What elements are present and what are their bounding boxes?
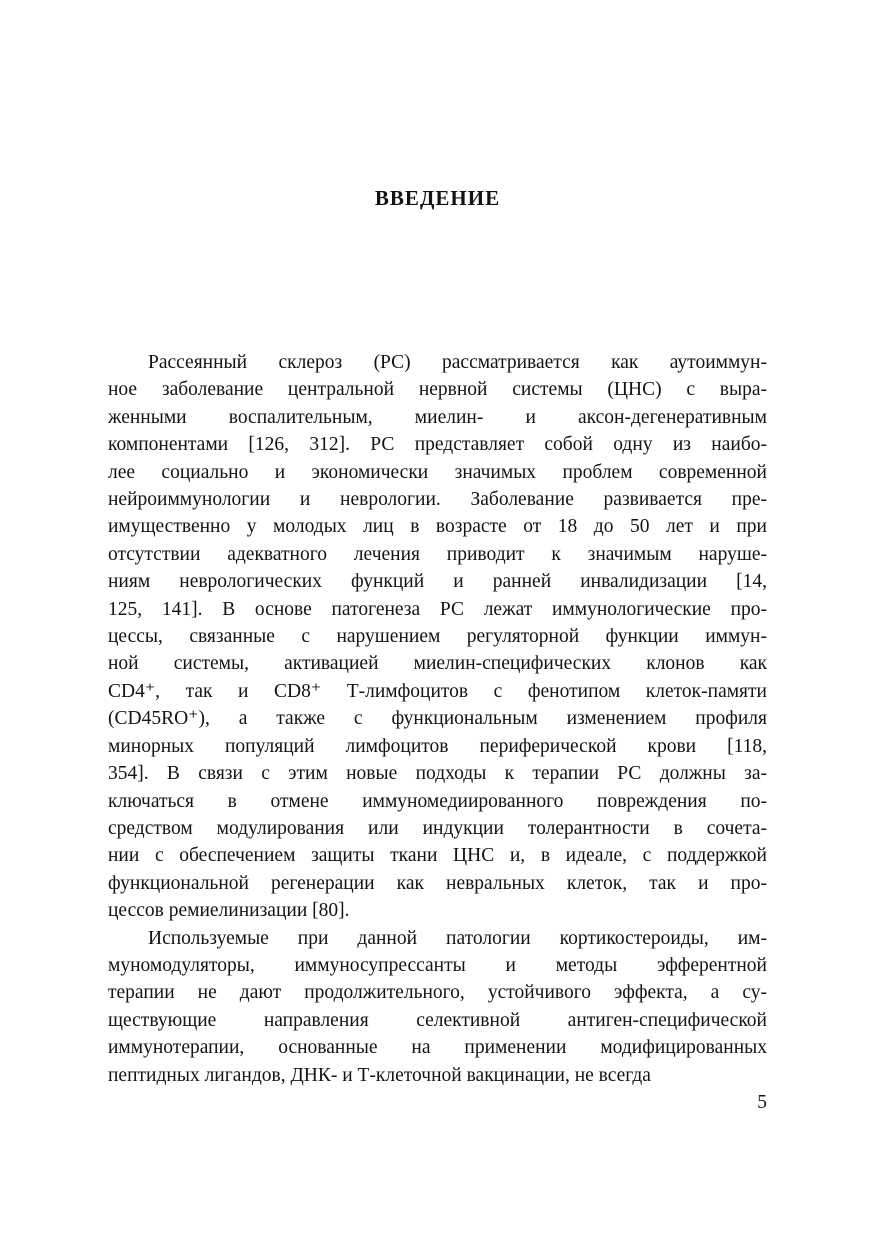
text-line: CD4⁺, так и CD8⁺ Т-лимфоцитов с фенотипом клеток-памяти bbox=[108, 680, 767, 702]
text-line: ществующие направления селективной антиген-специфической bbox=[108, 1009, 767, 1031]
text-line: имущественно у молодых лиц в возрасте от 18 до 50 лет и при bbox=[108, 516, 767, 538]
text-line: нии с обеспечением защиты ткани ЦНС и, в идеале, с поддержкой bbox=[108, 845, 767, 867]
chapter-title: ВВЕДЕНИЕ bbox=[374, 186, 501, 210]
text-line: ключаться в отмене иммуномедиированного повреждения по- bbox=[108, 790, 767, 812]
text-line: Рассеянный склероз (РС) рассматривается как аутоиммун- bbox=[148, 352, 767, 373]
text-line: компонентами [126, 312]. РС представляет собой одну из наибо- bbox=[108, 434, 767, 456]
text-line: Используемые при данной патологии кортикостероиды, им- bbox=[148, 927, 767, 949]
text-line: лее социально и экономически значимых проблем современной bbox=[108, 461, 767, 483]
text-line: терапии не дают продолжительного, устойчивого эффекта, а су- bbox=[108, 982, 767, 1004]
text-line: 125, 141]. В основе патогенеза РС лежат иммунологические про- bbox=[108, 598, 767, 620]
text-line: иммунотерапии, основанные на применении модифицированных bbox=[108, 1037, 767, 1059]
paragraph bbox=[108, 349, 767, 925]
text-line: отсутствии адекватного лечения приводит к значимым наруше- bbox=[108, 543, 767, 565]
text-line: (CD45RO⁺), а также с функциональным изменением профиля bbox=[108, 708, 767, 730]
text-line: цессов ремиелинизации [80]. bbox=[108, 900, 350, 922]
text-line: нейроиммунологии и неврологии. Заболевание развивается пре- bbox=[108, 489, 767, 511]
text-line: минорных популяций лимфоцитов периферической крови [118, bbox=[108, 735, 767, 757]
text-line: ниям неврологических функций и ранней инвалидизации [14, bbox=[108, 571, 767, 593]
text-line: пептидных лигандов, ДНК- и Т-клеточной вакцинации, не всегда bbox=[108, 1064, 651, 1086]
text-line: женными воспалительным, миелин- и аксон-дегенеративным bbox=[108, 406, 767, 428]
text-line: муномодуляторы, иммуносупрессанты и методы эфферентной bbox=[108, 954, 767, 976]
text-line: цессы, связанные с нарушением регуляторной функции иммун- bbox=[108, 626, 767, 648]
text-line: функциональной регенерации как невральных клеток, так и про- bbox=[108, 872, 767, 894]
text-line: ное заболевание центральной нервной системы (ЦНС) с выра- bbox=[108, 379, 767, 401]
text-line: средством модулирования или индукции толерантности в сочета- bbox=[108, 817, 767, 839]
paragraph bbox=[108, 925, 767, 1089]
body-text bbox=[108, 349, 767, 1089]
page-number: 5 bbox=[757, 1092, 767, 1113]
text-line: 354]. В связи с этим новые подходы к терапии РС должны за- bbox=[108, 763, 767, 785]
text-line: ной системы, активацией миелин-специфических клонов как bbox=[108, 653, 767, 675]
